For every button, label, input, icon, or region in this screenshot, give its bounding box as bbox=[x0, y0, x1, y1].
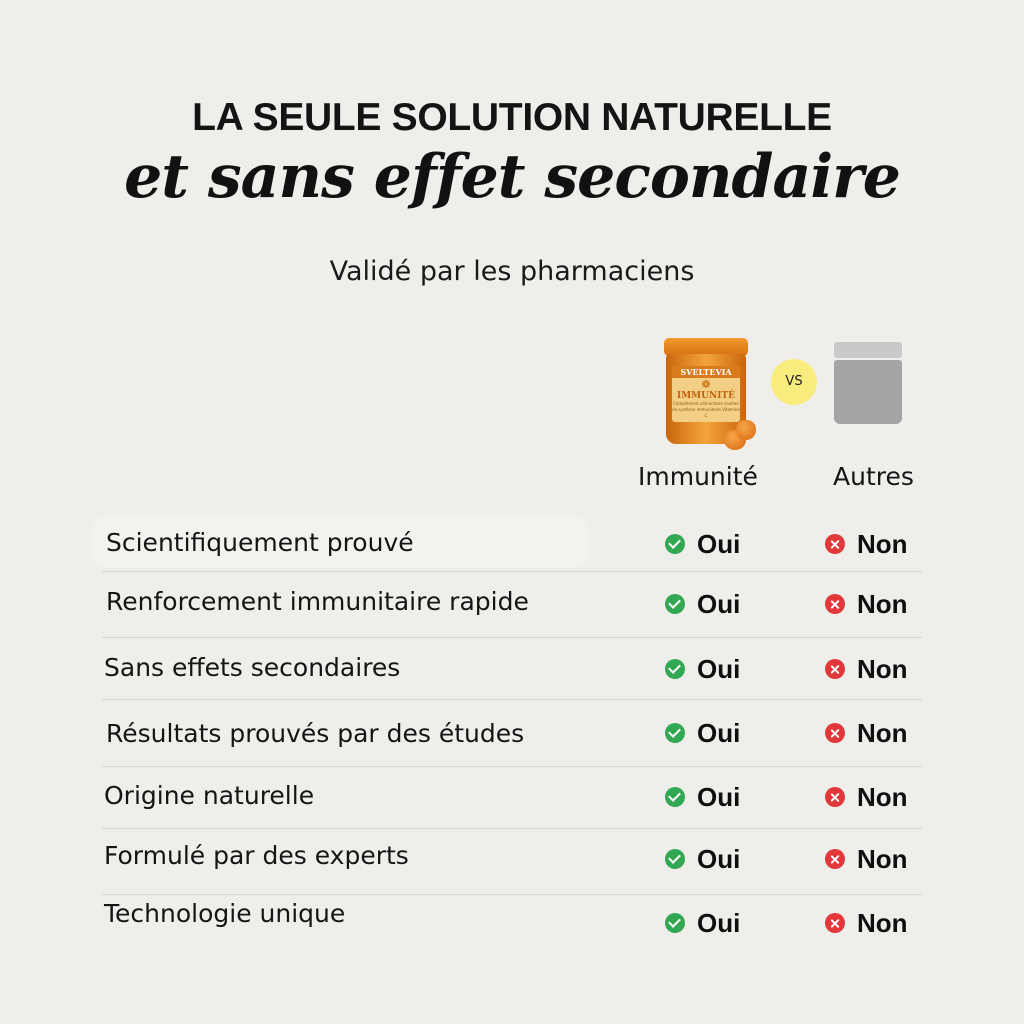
product-jar-image bbox=[664, 338, 756, 454]
others-value: Non bbox=[857, 781, 908, 812]
cross-icon bbox=[825, 913, 845, 933]
others-value: Non bbox=[857, 588, 908, 619]
row-divider bbox=[102, 699, 922, 700]
generic-jar-body bbox=[834, 360, 902, 424]
ours-value: Oui bbox=[697, 907, 741, 938]
ours-value: Oui bbox=[697, 588, 741, 619]
ours-value: Oui bbox=[697, 528, 741, 559]
others-value: Non bbox=[857, 528, 908, 559]
others-cell bbox=[825, 907, 908, 939]
check-icon bbox=[665, 594, 685, 614]
others-cell bbox=[825, 528, 908, 560]
others-cell bbox=[825, 717, 908, 749]
feature-label: Formulé par des experts bbox=[104, 841, 409, 870]
check-icon bbox=[665, 787, 685, 807]
gummy-image bbox=[736, 420, 756, 440]
ours-value: Oui bbox=[697, 653, 741, 684]
feature-label: Origine naturelle bbox=[104, 781, 315, 810]
feature-label: Renforcement immunitaire rapide bbox=[106, 587, 529, 616]
others-value: Non bbox=[857, 907, 908, 938]
others-cell bbox=[825, 843, 908, 875]
ours-value: Oui bbox=[697, 717, 741, 748]
cross-icon bbox=[825, 594, 845, 614]
check-icon bbox=[665, 534, 685, 554]
row-divider bbox=[102, 637, 922, 638]
feature-label: Sans effets secondaires bbox=[104, 653, 401, 682]
headline-italic: et sans effet secondaire bbox=[124, 142, 900, 212]
ours-cell bbox=[665, 843, 740, 875]
feature-label: Résultats prouvés par des études bbox=[106, 719, 525, 748]
cross-icon bbox=[825, 534, 845, 554]
ours-value: Oui bbox=[697, 781, 741, 812]
row-divider bbox=[102, 828, 922, 829]
others-value: Non bbox=[857, 717, 908, 748]
cross-icon bbox=[825, 849, 845, 869]
others-cell bbox=[825, 588, 908, 620]
cross-icon bbox=[825, 787, 845, 807]
ours-cell bbox=[665, 717, 740, 749]
leaf-icon: ❁ bbox=[701, 378, 711, 391]
ours-cell bbox=[665, 653, 740, 685]
ours-value: Oui bbox=[697, 843, 741, 874]
others-cell bbox=[825, 781, 908, 813]
column-header-ours: Immunité bbox=[638, 462, 758, 491]
row-divider bbox=[102, 571, 922, 572]
jar-product-name: IMMUNITÉ bbox=[677, 391, 735, 401]
cross-icon bbox=[825, 659, 845, 679]
others-cell bbox=[825, 653, 908, 685]
generic-jar-lid bbox=[834, 342, 902, 358]
cross-icon bbox=[825, 723, 845, 743]
headline: LA SEULE SOLUTION NATURELLE bbox=[192, 96, 832, 139]
others-value: Non bbox=[857, 843, 908, 874]
ours-cell bbox=[665, 907, 740, 939]
feature-label: Technologie unique bbox=[104, 899, 346, 928]
ours-cell bbox=[665, 781, 740, 813]
row-divider bbox=[102, 894, 922, 895]
check-icon bbox=[665, 659, 685, 679]
jar-brand: SVELTEVIA bbox=[672, 366, 740, 378]
others-value: Non bbox=[857, 653, 908, 684]
jar-label bbox=[672, 366, 740, 422]
check-icon bbox=[665, 723, 685, 743]
column-header-others: Autres bbox=[833, 462, 914, 491]
row-divider bbox=[102, 766, 922, 767]
jar-fine-print: Complément alimentaire soutien du système immunitaire Vitamine C bbox=[672, 401, 740, 418]
subtitle: Validé par les pharmaciens bbox=[329, 256, 695, 287]
feature-label: Scientifiquement prouvé bbox=[106, 528, 414, 557]
check-icon bbox=[665, 849, 685, 869]
check-icon bbox=[665, 913, 685, 933]
ours-cell bbox=[665, 588, 740, 620]
vs-badge: VS bbox=[771, 359, 817, 405]
ours-cell bbox=[665, 528, 740, 560]
